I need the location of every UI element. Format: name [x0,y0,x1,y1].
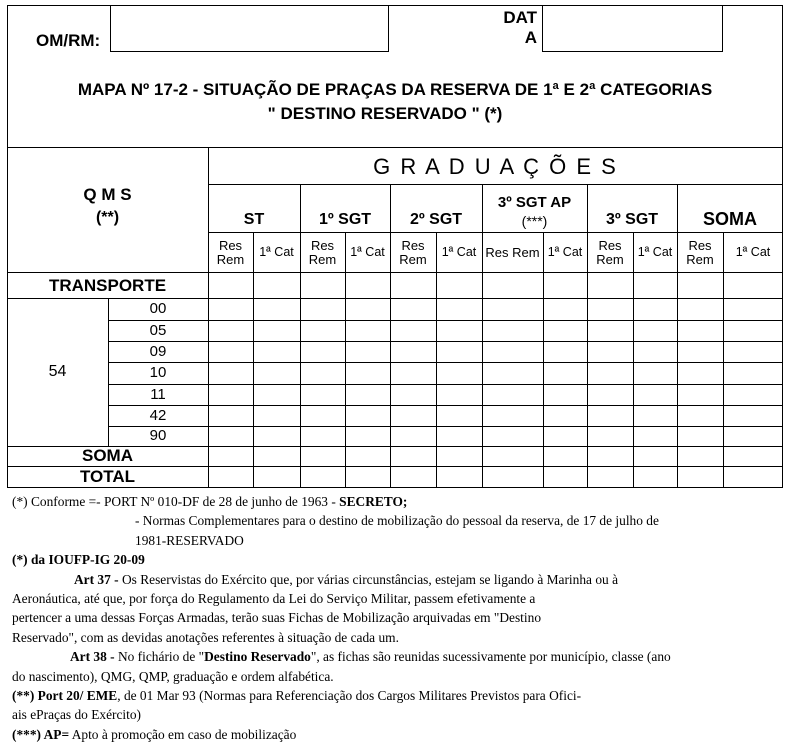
note-port-20-line2: ais ePraças do Exército) [12,707,142,723]
rank-soma: SOMA [703,208,757,229]
sub-1cat-3sgt: 1ª Cat [637,244,673,259]
date-label-line1: DAT [503,8,537,27]
code-00: 00 [149,300,167,318]
rank-3-sgt-ap-note: (***) [521,212,548,229]
row-line-1 [108,320,783,321]
qms-label: Q M S [83,185,132,205]
art37-line1 [12,570,782,589]
note-port-010 [12,492,782,511]
row-line-6 [108,426,783,427]
om-rm-field[interactable] [110,5,389,52]
code-10: 10 [149,364,167,382]
row-line-3 [108,362,783,363]
form-title [7,78,783,126]
title-line1: MAPA Nº 17-2 - SITUAÇÃO DE PRAÇAS DA RESERVA DE 1ª E 2ª CATEGORIAS [77,80,713,99]
art38-text1b: ", as fichas são reunidas sucessivamente por município, classe (ano [310,649,671,665]
soma-row-label: SOMA [82,446,133,466]
code-42: 42 [149,406,167,424]
note-secreto: SECRETO; [339,494,408,509]
art38-label: Art 38 - [70,649,115,665]
rank-3-sgt: 3º SGT [605,210,659,228]
group-54-label: 54 [48,362,67,380]
header-bottom-border [7,272,783,273]
note-port-20-text: , de 01 Mar 93 (Normas para Referenciação dos Cargos Militares Previstos para Ofici- [117,688,582,704]
graduacoes-divider [208,184,783,185]
art38-destino-reservado: Destino Reservado [204,649,311,665]
note-ioufp: (*) da IOUFP-IG 20-09 [12,552,145,568]
table-top-border [7,147,783,148]
rank-3-sgt-ap: 3º SGT AP [497,194,572,212]
sub-res-rem-2sgt: Res Rem [399,237,427,267]
code-09: 09 [149,342,167,360]
sub-res-rem-3sgt: Res Rem [596,237,624,267]
rank-1-sgt: 1º SGT [318,210,372,228]
art38-text1a: No fichário de " [114,649,205,665]
rank-st: ST [243,210,265,228]
row-line-4 [108,384,783,385]
note-port-010-text: (*) Conforme =- PORT Nº 010-DF de 28 de junho de 1963 - [12,494,340,509]
sub-1cat-1sgt: 1ª Cat [350,244,385,259]
date-label-line2: A [524,28,537,47]
code-11: 11 [150,385,166,403]
note-port-20-label: (**) Port 20/ EME [12,688,118,704]
sub-1cat-2sgt: 1ª Cat [441,244,477,259]
row-line-5 [108,405,783,406]
transporte-label: TRANSPORTE [48,276,167,296]
art37-line2: Aeronáutica, até que, por força do Regulamento da Lei do Serviço Militar, passem efetivamente a [12,591,536,607]
art37-line3: pertencer a uma dessas Forças Armadas, terão suas Fichas de Mobilização arquivadas em "Destino [12,610,542,626]
rank-2-sgt: 2º SGT [409,210,463,228]
note-port-20-line1 [12,686,782,705]
qms-note: (**) [95,208,120,226]
row-line-2 [108,341,783,342]
sub-res-rem-1sgt: Res Rem [308,237,337,267]
art38-line2: do nascimento), QMG, QMP, graduação e ordem alfabética. [12,668,334,684]
graduacoes-heading: G R A D U A Ç Õ E S [373,154,618,180]
art37-text1: Os Reservistas do Exército que, por várias circunstâncias, estejam se ligando à Marinha ou à [118,571,619,587]
sub-1cat-soma: 1ª Cat [735,244,771,259]
sub-1cat-st: 1ª Cat [259,244,294,259]
note-ap-label: (***) AP= [12,726,70,742]
note-normas-line2: 1981-RESERVADO [135,532,244,548]
date-label [497,8,537,48]
note-ap-text: Apto à promoção em caso de mobilização [69,726,297,742]
note-ap [12,725,782,744]
art37-label: Art 37 - [74,571,119,587]
sub-res-rem-soma: Res Rem [686,237,714,267]
code-05: 05 [149,321,167,339]
footnotes [12,492,782,744]
art37-line4: Reservado", com as devidas anotações referentes à situação de cada um. [12,629,399,645]
om-rm-label: OM/RM: [36,31,101,50]
sub-res-rem-3sgtap: Res Rem [485,244,540,260]
title-line2: " DESTINO RESERVADO " (*) [267,104,503,123]
code-90: 90 [149,427,167,445]
sub-1cat-3sgtap: 1ª Cat [547,244,583,259]
date-field[interactable] [542,5,723,52]
note-normas-line1: - Normas Complementares para o destino de mobilização do pessoal da reserva, de 17 de julho de [135,513,659,529]
total-row-label: TOTAL [79,466,136,486]
qms-divider [208,147,209,487]
art38-line1 [12,647,782,666]
sub-res-rem-st: Res Rem [216,237,245,267]
